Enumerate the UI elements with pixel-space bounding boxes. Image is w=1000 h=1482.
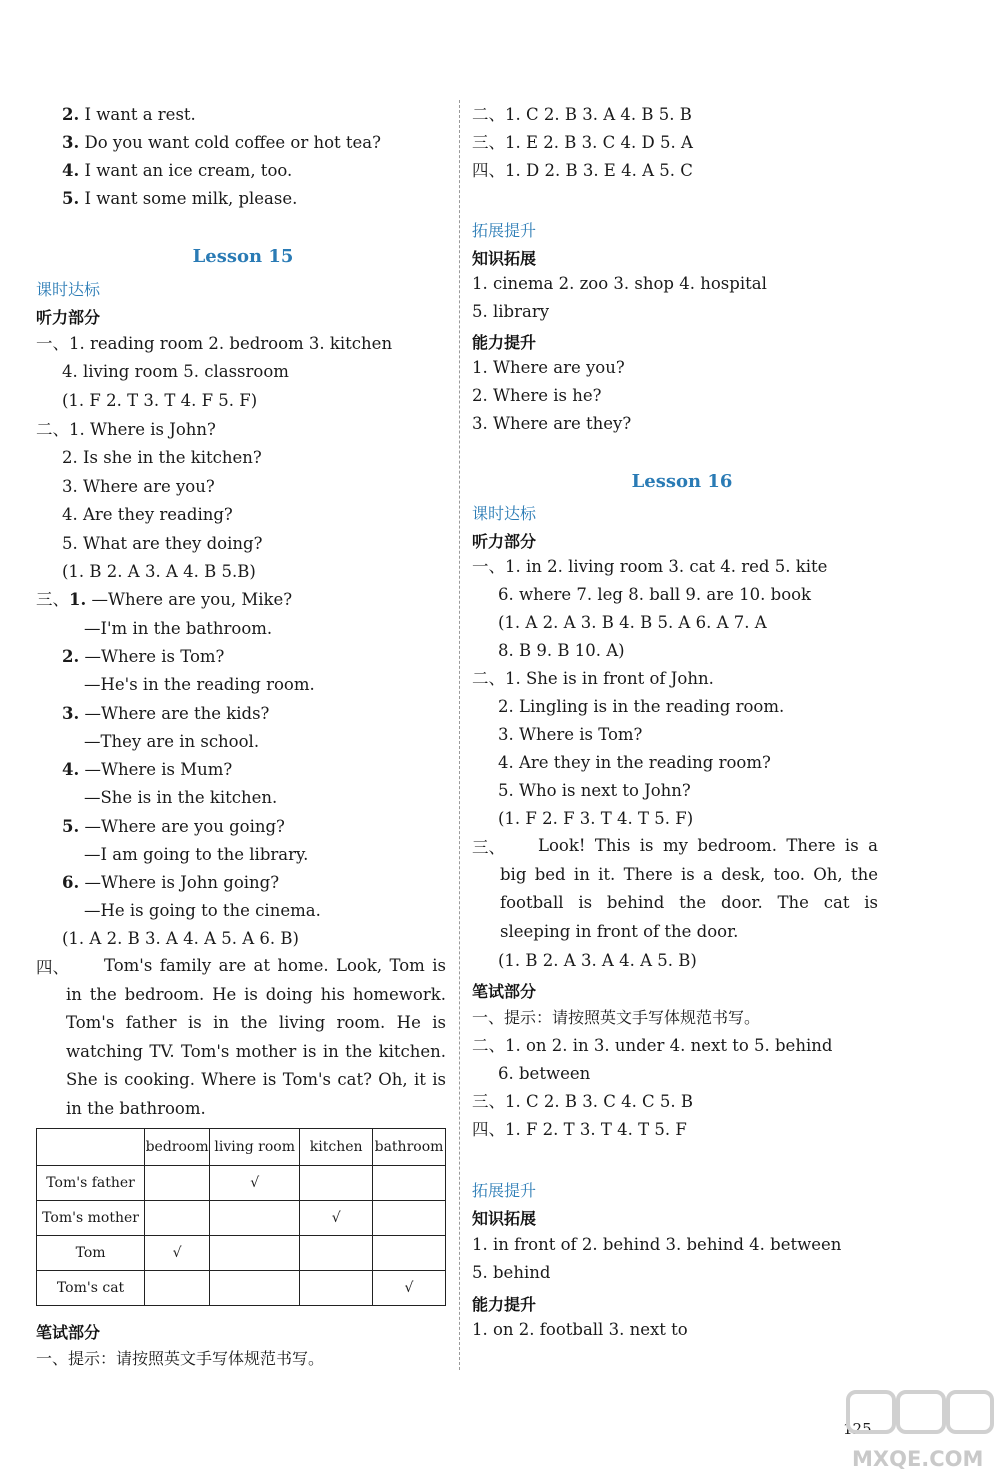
top-line-5: 5. I want some milk, please. xyxy=(62,189,298,208)
s3-item3-a: —They are in school. xyxy=(84,732,260,751)
table-cell: Tom xyxy=(37,1236,145,1271)
table-cell: √ xyxy=(210,1166,300,1201)
table-cell xyxy=(210,1271,300,1306)
s2-answers: (1. B 2. A 3. A 4. B 5.B) xyxy=(62,562,256,581)
r-bishi-2: 二、1. on 2. in 3. under 4. next to 5. behind xyxy=(472,1036,833,1055)
table-cell xyxy=(145,1201,210,1236)
lesson-15-title: Lesson 15 xyxy=(192,246,294,267)
table-cell xyxy=(373,1166,446,1201)
column-divider xyxy=(459,100,460,1370)
table-header-cell: living room xyxy=(210,1129,300,1166)
zhishi2-line1: 1. in front of 2. behind 3. behind 4. between xyxy=(472,1235,842,1254)
r-bishi-1: 一、提示：请按照英文手写体规范书写。 xyxy=(472,1008,761,1027)
s3-item5-a: —I am going to the library. xyxy=(84,845,309,864)
zhishi-line1: 1. cinema 2. zoo 3. shop 4. hospital xyxy=(472,274,767,293)
table-cell xyxy=(210,1201,300,1236)
r-s1-line3: (1. A 2. A 3. B 4. B 5. A 6. A 7. A xyxy=(498,613,767,632)
nengli2-line: 1. on 2. football 3. next to xyxy=(472,1320,688,1339)
table-cell: √ xyxy=(300,1201,373,1236)
table-cell xyxy=(300,1236,373,1271)
r-s2-line2: 2. Lingling is in the reading room. xyxy=(498,697,785,716)
table-cell xyxy=(373,1201,446,1236)
table-row xyxy=(37,1166,446,1201)
tuozhan-label: 拓展提升 xyxy=(472,221,537,240)
table-row xyxy=(37,1271,446,1306)
zhishi-label: 知识拓展 xyxy=(472,249,537,268)
table-cell xyxy=(300,1166,373,1201)
r-s3-answers: (1. B 2. A 3. A 4. A 5. B) xyxy=(498,951,697,970)
nengli-line3: 3. Where are they? xyxy=(472,414,632,433)
table-row xyxy=(37,1236,446,1271)
table-cell: √ xyxy=(373,1271,446,1306)
s2-line1: 二、1. Where is John? xyxy=(36,420,216,439)
s2-line3: 3. Where are you? xyxy=(62,477,215,496)
table-cell xyxy=(300,1271,373,1306)
table-header-row xyxy=(37,1129,446,1166)
table-cell xyxy=(145,1166,210,1201)
watermark-block-2 xyxy=(898,1392,944,1432)
zhishi-line2: 5. library xyxy=(472,302,550,321)
s1-line2: 4. living room 5. classroom xyxy=(62,362,289,381)
r-s1-line1: 一、1. in 2. living room 3. cat 4. red 5. kite xyxy=(472,557,828,576)
r-s3-paragraph: Look! This is my bedroom. There is a big bed in it. There is a desk, too. Oh, the football is behind the door. The cat is sleeping in front of the door. xyxy=(500,836,878,941)
r-s3-marker: 三、 xyxy=(472,838,505,857)
top-line-2: 2. I want a rest. xyxy=(62,105,196,124)
lesson-16-title: Lesson 16 xyxy=(631,471,733,492)
r-bishi-4: 四、1. F 2. T 3. T 4. T 5. F xyxy=(472,1120,687,1139)
table-cell: Tom's mother xyxy=(37,1201,145,1236)
s3-answers: (1. A 2. B 3. A 4. A 5. A 6. B) xyxy=(62,929,299,948)
room-table xyxy=(36,1128,446,1306)
s2-line4: 4. Are they reading? xyxy=(62,505,233,524)
s3-item3-q: 3. —Where are the kids? xyxy=(62,704,270,723)
top-line-4: 4. I want an ice cream, too. xyxy=(62,161,293,180)
table-cell xyxy=(210,1236,300,1271)
nengli-line1: 1. Where are you? xyxy=(472,358,625,377)
bishi-label: 笔试部分 xyxy=(36,1323,101,1342)
keshi-label: 课时达标 xyxy=(36,280,101,299)
s3-item6-q: 6. —Where is John going? xyxy=(62,873,280,892)
s3-item4-a: —She is in the kitchen. xyxy=(84,788,278,807)
tingli-label: 听力部分 xyxy=(36,308,101,327)
r-s2-line3: 3. Where is Tom? xyxy=(498,725,643,744)
r-s1-line4: 8. B 9. B 10. A) xyxy=(498,641,625,660)
s3-item1-a: —I'm in the bathroom. xyxy=(84,619,273,638)
r-s2-line5: 5. Who is next to John? xyxy=(498,781,691,800)
watermark-block-3 xyxy=(948,1392,992,1432)
top-answer-2: 二、1. C 2. B 3. A 4. B 5. B xyxy=(472,105,692,124)
s2-line5: 5. What are they doing? xyxy=(62,534,263,553)
s3-item5-q: 5. —Where are you going? xyxy=(62,817,285,836)
s1-line1: 一、1. reading room 2. bedroom 3. kitchen xyxy=(36,334,393,353)
top-line-3: 3. Do you want cold coffee or hot tea? xyxy=(62,133,381,152)
s3-item4-q: 4. —Where is Mum? xyxy=(62,760,233,779)
r-bishi-3: 三、1. C 2. B 3. C 4. C 5. B xyxy=(472,1092,694,1111)
s3-item6-a: —He is going to the cinema. xyxy=(84,901,321,920)
r-s2-line4: 4. Are they in the reading room? xyxy=(498,753,771,772)
table-header-cell xyxy=(37,1129,145,1166)
watermark-logo xyxy=(846,1388,996,1478)
bishi-label-16: 笔试部分 xyxy=(472,982,537,1001)
s1-answers: (1. F 2. T 3. T 4. F 5. F) xyxy=(62,391,258,410)
keshi-label-16: 课时达标 xyxy=(472,504,537,523)
table-cell: Tom's cat xyxy=(37,1271,145,1306)
s2-line2: 2. Is she in the kitchen? xyxy=(62,448,262,467)
r-s2-answers: (1. F 2. F 3. T 4. T 5. F) xyxy=(498,809,694,828)
r-bishi-2b: 6. between xyxy=(498,1064,591,1083)
top-answer-4: 四、1. D 2. B 3. E 4. A 5. C xyxy=(472,161,693,180)
s4-paragraph: Tom's family are at home. Look, Tom is in the bedroom. He is doing his homework. Tom's father is in the living room. He is watching TV. Tom's mother is in the kitchen. She is cooking. Where is Tom's cat? Oh, it is in the bathroom. xyxy=(66,956,446,1118)
r-s1-line2: 6. where 7. leg 8. ball 9. are 10. book xyxy=(498,585,812,604)
nengli-label: 能力提升 xyxy=(472,333,537,352)
watermark-block-1 xyxy=(848,1392,894,1432)
bishi-line: 一、提示：请按照英文手写体规范书写。 xyxy=(36,1349,325,1368)
table-row xyxy=(37,1201,446,1236)
table-cell xyxy=(373,1236,446,1271)
top-answer-3: 三、1. E 2. B 3. C 4. D 5. A xyxy=(472,133,693,152)
s3-item1-q: 三、1. —Where are you, Mike? xyxy=(36,590,293,609)
table-header-cell: bedroom xyxy=(145,1129,210,1166)
s3-item2-q: 2. —Where is Tom? xyxy=(62,647,225,666)
s4-marker: 四、 xyxy=(36,958,69,977)
nengli-line2: 2. Where is he? xyxy=(472,386,602,405)
tingli-label-16: 听力部分 xyxy=(472,532,537,551)
table-cell xyxy=(145,1271,210,1306)
tuozhan-label-16: 拓展提升 xyxy=(472,1181,537,1200)
zhishi-label-16: 知识拓展 xyxy=(472,1209,537,1228)
watermark-text: MXQE.COM xyxy=(852,1447,984,1471)
table-cell: √ xyxy=(145,1236,210,1271)
r-s2-line1: 二、1. She is in front of John. xyxy=(472,669,714,688)
table-cell: Tom's father xyxy=(37,1166,145,1201)
nengli-label-16: 能力提升 xyxy=(472,1295,537,1314)
zhishi2-line2: 5. behind xyxy=(472,1263,551,1282)
page-number: 125 xyxy=(843,1420,872,1438)
s3-item2-a: —He's in the reading room. xyxy=(84,675,315,694)
table-header-cell: bathroom xyxy=(373,1129,446,1166)
table-header-cell: kitchen xyxy=(300,1129,373,1166)
